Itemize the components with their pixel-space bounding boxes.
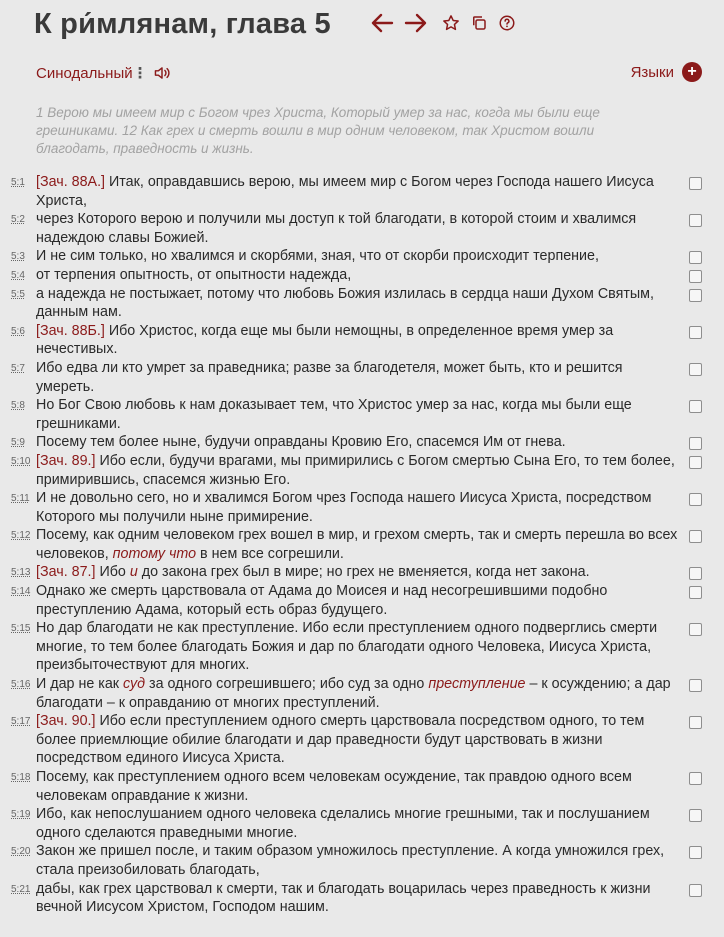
verse-select-checkbox[interactable]	[689, 456, 702, 469]
more-options-icon[interactable]: ⋮	[132, 65, 148, 82]
translation-selector[interactable]	[36, 64, 171, 82]
verse-row	[0, 322, 724, 359]
verse-row	[0, 563, 724, 582]
verse-text-segment: через Которого верою и получили мы доступ к той благодати, в которой стоим и хвалимся надеждою славы Божией.	[36, 211, 637, 246]
verse-select-checkbox[interactable]	[689, 846, 702, 859]
verse-row	[0, 582, 724, 619]
verse-row	[0, 526, 724, 563]
translation-name[interactable]: Синодальный	[36, 64, 133, 82]
page-header	[0, 0, 724, 54]
verse-number-link[interactable]: 5:5	[11, 288, 25, 300]
verse-text-segment: Посему, как одним человеком грех вошел в мир, и грехом смерть, так и смерть перешла во всех человеков,	[36, 527, 678, 562]
verse-text	[36, 712, 682, 768]
languages-label[interactable]: Языки	[630, 63, 674, 81]
verse-text-segment: Однако же смерть царствовала от Адама до Моисея и над несогрешившими подобно преступлению Адама, который есть образ будущего.	[36, 583, 608, 618]
verse-text	[36, 210, 682, 247]
italic-word: потому что	[112, 545, 197, 562]
verse-text-segment: от терпения опытность, от опытности надежда,	[36, 266, 352, 283]
verse-select-checkbox[interactable]	[689, 270, 702, 283]
verse-text-segment: Ибо если преступлением одного смерть царствовала посредством одного, то тем более приемлющие обилие благодати и дар праведности будут царствовать в жизни посредством единого Иисуса Христа.	[36, 713, 645, 767]
italic-word: суд	[123, 676, 146, 693]
add-language-icon[interactable]: +	[682, 62, 702, 82]
verse-number-link[interactable]: 5:21	[11, 883, 31, 895]
verse-select-checkbox[interactable]	[689, 679, 702, 692]
verse-text-segment: а надежда не постыжает, потому что любовь Божия излилась в сердца наши Духом Святым, данным нам.	[36, 285, 654, 321]
verse-text-segment: в нем все согрешили.	[196, 545, 344, 562]
verse-text	[36, 619, 682, 675]
verse-text	[36, 489, 682, 526]
verse-number-link[interactable]: 5:20	[11, 846, 31, 858]
verse-number-link[interactable]: 5:1	[11, 177, 25, 188]
reading-marker: [Зач. 89.]	[36, 452, 96, 469]
verse-text	[36, 322, 682, 359]
verse-text-segment: Но дар благодати не как преступление. Ибо если преступлением одного подверглись смерти многие, то тем более благодать Божия и дар по благодати одного Человека, Иисуса Христа, преизбыточествуют для многих.	[36, 620, 658, 674]
verse-select-checkbox[interactable]	[689, 400, 702, 413]
verse-row	[0, 768, 724, 805]
verse-number-link[interactable]: 5:13	[11, 567, 31, 579]
verse-text	[36, 285, 682, 322]
verse-number-link[interactable]: 5:8	[11, 400, 25, 412]
reading-marker: [Зач. 90.]	[36, 713, 96, 730]
verse-row	[0, 452, 724, 489]
verse-row	[0, 173, 724, 210]
verse-row	[0, 619, 724, 675]
verse-text-segment: И дар не как	[36, 676, 124, 693]
verse-text	[36, 396, 682, 433]
audio-icon[interactable]	[153, 65, 171, 81]
verse-text	[36, 842, 682, 879]
help-icon[interactable]	[498, 14, 516, 37]
verse-text	[36, 526, 682, 563]
reading-marker: [Зач. 88Б.]	[36, 322, 105, 339]
verse-number-link[interactable]: 5:16	[11, 679, 31, 691]
verse-select-checkbox[interactable]	[689, 716, 702, 729]
star-icon[interactable]	[442, 14, 460, 37]
reading-marker: [Зач. 88А.]	[36, 174, 106, 190]
arrow-left-icon[interactable]	[370, 12, 394, 39]
verse-text-segment: И не сим только, но хвалимся и скорбями, зная, что от скорби происходит терпение,	[36, 248, 599, 265]
verse-number-link[interactable]: 5:15	[11, 623, 31, 635]
verse-text	[36, 433, 682, 452]
verse-row	[0, 880, 724, 917]
verse-row	[0, 210, 724, 247]
copy-icon[interactable]	[470, 14, 488, 37]
verse-text	[36, 563, 682, 582]
verse-text	[36, 675, 682, 712]
verse-select-checkbox[interactable]	[689, 809, 702, 822]
verse-number-link[interactable]: 5:2	[11, 214, 25, 226]
verse-number-link[interactable]: 5:6	[11, 325, 25, 337]
verse-number-link[interactable]: 5:12	[11, 530, 31, 542]
version-bar	[0, 54, 724, 94]
verse-text-segment: Итак, оправдавшись верою, мы имеем мир с Богом через Господа нашего Иисуса Христа,	[36, 174, 654, 209]
verse-select-checkbox[interactable]	[689, 363, 702, 376]
verse-select-checkbox[interactable]	[689, 772, 702, 785]
verse-number-link[interactable]: 5:7	[11, 362, 25, 374]
verse-number-link[interactable]: 5:18	[11, 772, 31, 783]
verse-select-checkbox[interactable]	[689, 567, 702, 580]
verse-select-checkbox[interactable]	[689, 326, 702, 339]
verse-row	[0, 266, 724, 285]
italic-word: преступление	[428, 676, 526, 693]
verse-text-segment: Посему, как преступлением одного всем человекам осуждение, так правдою одного всем человекам оправдание к жизни.	[36, 769, 632, 804]
verse-text-segment: Ибо едва ли кто умрет за праведника; разве за благодетеля, может быть, кто и решится умереть.	[36, 359, 623, 395]
verse-list	[0, 173, 724, 917]
verse-number-link[interactable]: 5:9	[11, 437, 25, 449]
verse-row	[0, 675, 724, 712]
verse-row	[0, 712, 724, 768]
verse-number-link[interactable]: 5:14	[11, 586, 31, 598]
verse-text-segment: Ибо	[95, 564, 130, 581]
verse-number-link[interactable]: 5:3	[11, 251, 25, 263]
verse-text	[36, 582, 682, 619]
arrow-right-icon[interactable]	[404, 12, 428, 39]
verse-number-link[interactable]: 5:10	[11, 455, 31, 467]
verse-text	[36, 880, 682, 917]
reading-marker: [Зач. 87.]	[36, 564, 96, 581]
chapter-summary: 1 Верою мы имеем мир с Богом чрез Христа, Который умер за нас, когда мы были еще грешниками. 12 Как грех и смерть вошли в мир одним человеком, так Христом вошли благодать, праведность и жизнь.	[36, 105, 600, 156]
verse-number-link[interactable]: 5:4	[11, 269, 25, 281]
verse-text	[36, 805, 682, 842]
verse-select-checkbox[interactable]	[689, 884, 702, 897]
verse-row	[0, 285, 724, 322]
verse-text-segment: – к осуждению; а дар благодати – к оправданию от многих преступлений.	[36, 676, 671, 711]
verse-select-checkbox[interactable]	[689, 437, 702, 450]
verse-text	[36, 452, 682, 489]
verse-row	[0, 247, 724, 266]
verse-row	[0, 433, 724, 452]
verse-select-checkbox[interactable]	[689, 530, 702, 543]
verse-text-segment: Но Бог Свою любовь к нам доказывает тем, что Христос умер за нас, когда мы были еще грешниками.	[36, 397, 632, 432]
verse-select-checkbox[interactable]	[689, 623, 702, 636]
verse-text-segment: до закона грех был в мире; но грех не вменяется, когда нет закона.	[137, 564, 590, 581]
verse-text-segment: дабы, как грех царствовал к смерти, так и благодать воцарилась через праведность к жизни вечной Иисусом Христом, Господом нашим.	[36, 880, 651, 916]
verse-text-segment: Закон же пришел после, и таким образом умножилось преступление. А когда умножился грех, стала преизобиловать благодать,	[36, 843, 665, 878]
verse-text-segment: Посему тем более ныне, будучи оправданы Кровию Его, спасемся Им от гнева.	[36, 434, 566, 451]
title-toolbar	[370, 12, 526, 39]
verse-number-link[interactable]: 5:11	[11, 493, 30, 505]
verse-select-checkbox[interactable]	[689, 214, 702, 227]
languages-control[interactable]	[631, 62, 702, 82]
verse-text	[36, 173, 682, 210]
italic-word: и	[129, 564, 138, 581]
verse-row	[0, 489, 724, 526]
verse-row	[0, 359, 724, 396]
verse-select-checkbox[interactable]	[689, 289, 702, 302]
verse-text	[36, 359, 682, 396]
verse-text	[36, 247, 682, 266]
verse-row	[0, 805, 724, 842]
verse-text-segment: за одного согрешившего; ибо суд за одно	[145, 676, 429, 693]
verse-select-checkbox[interactable]	[689, 586, 702, 599]
verse-select-checkbox[interactable]	[689, 493, 702, 506]
verse-number-link[interactable]: 5:17	[11, 716, 31, 728]
page-title: К ри́млянам, глава 5	[34, 8, 331, 40]
verse-text-segment: Ибо Христос, когда еще мы были немощны, в определенное время умер за нечестивых.	[36, 322, 614, 358]
verse-row	[0, 842, 724, 879]
verse-number-link[interactable]: 5:19	[11, 809, 31, 821]
verse-row	[0, 396, 724, 433]
verse-select-checkbox[interactable]	[689, 251, 702, 264]
verse-select-checkbox[interactable]	[689, 177, 702, 190]
verse-text-segment: Ибо, как непослушанием одного человека сделались многие грешными, так и послушанием одного сделаются праведными многие.	[36, 806, 650, 841]
verse-text	[36, 266, 682, 285]
verse-text-segment: Ибо если, будучи врагами, мы примирились с Богом смертью Сына Его, то тем более, примирившись, спасемся жизнью Его.	[36, 452, 675, 488]
verse-text	[36, 768, 682, 805]
verse-text-segment: И не довольно сего, но и хвалимся Богом чрез Господа нашего Иисуса Христа, посредством Которого мы получили ныне примирение.	[36, 490, 652, 525]
